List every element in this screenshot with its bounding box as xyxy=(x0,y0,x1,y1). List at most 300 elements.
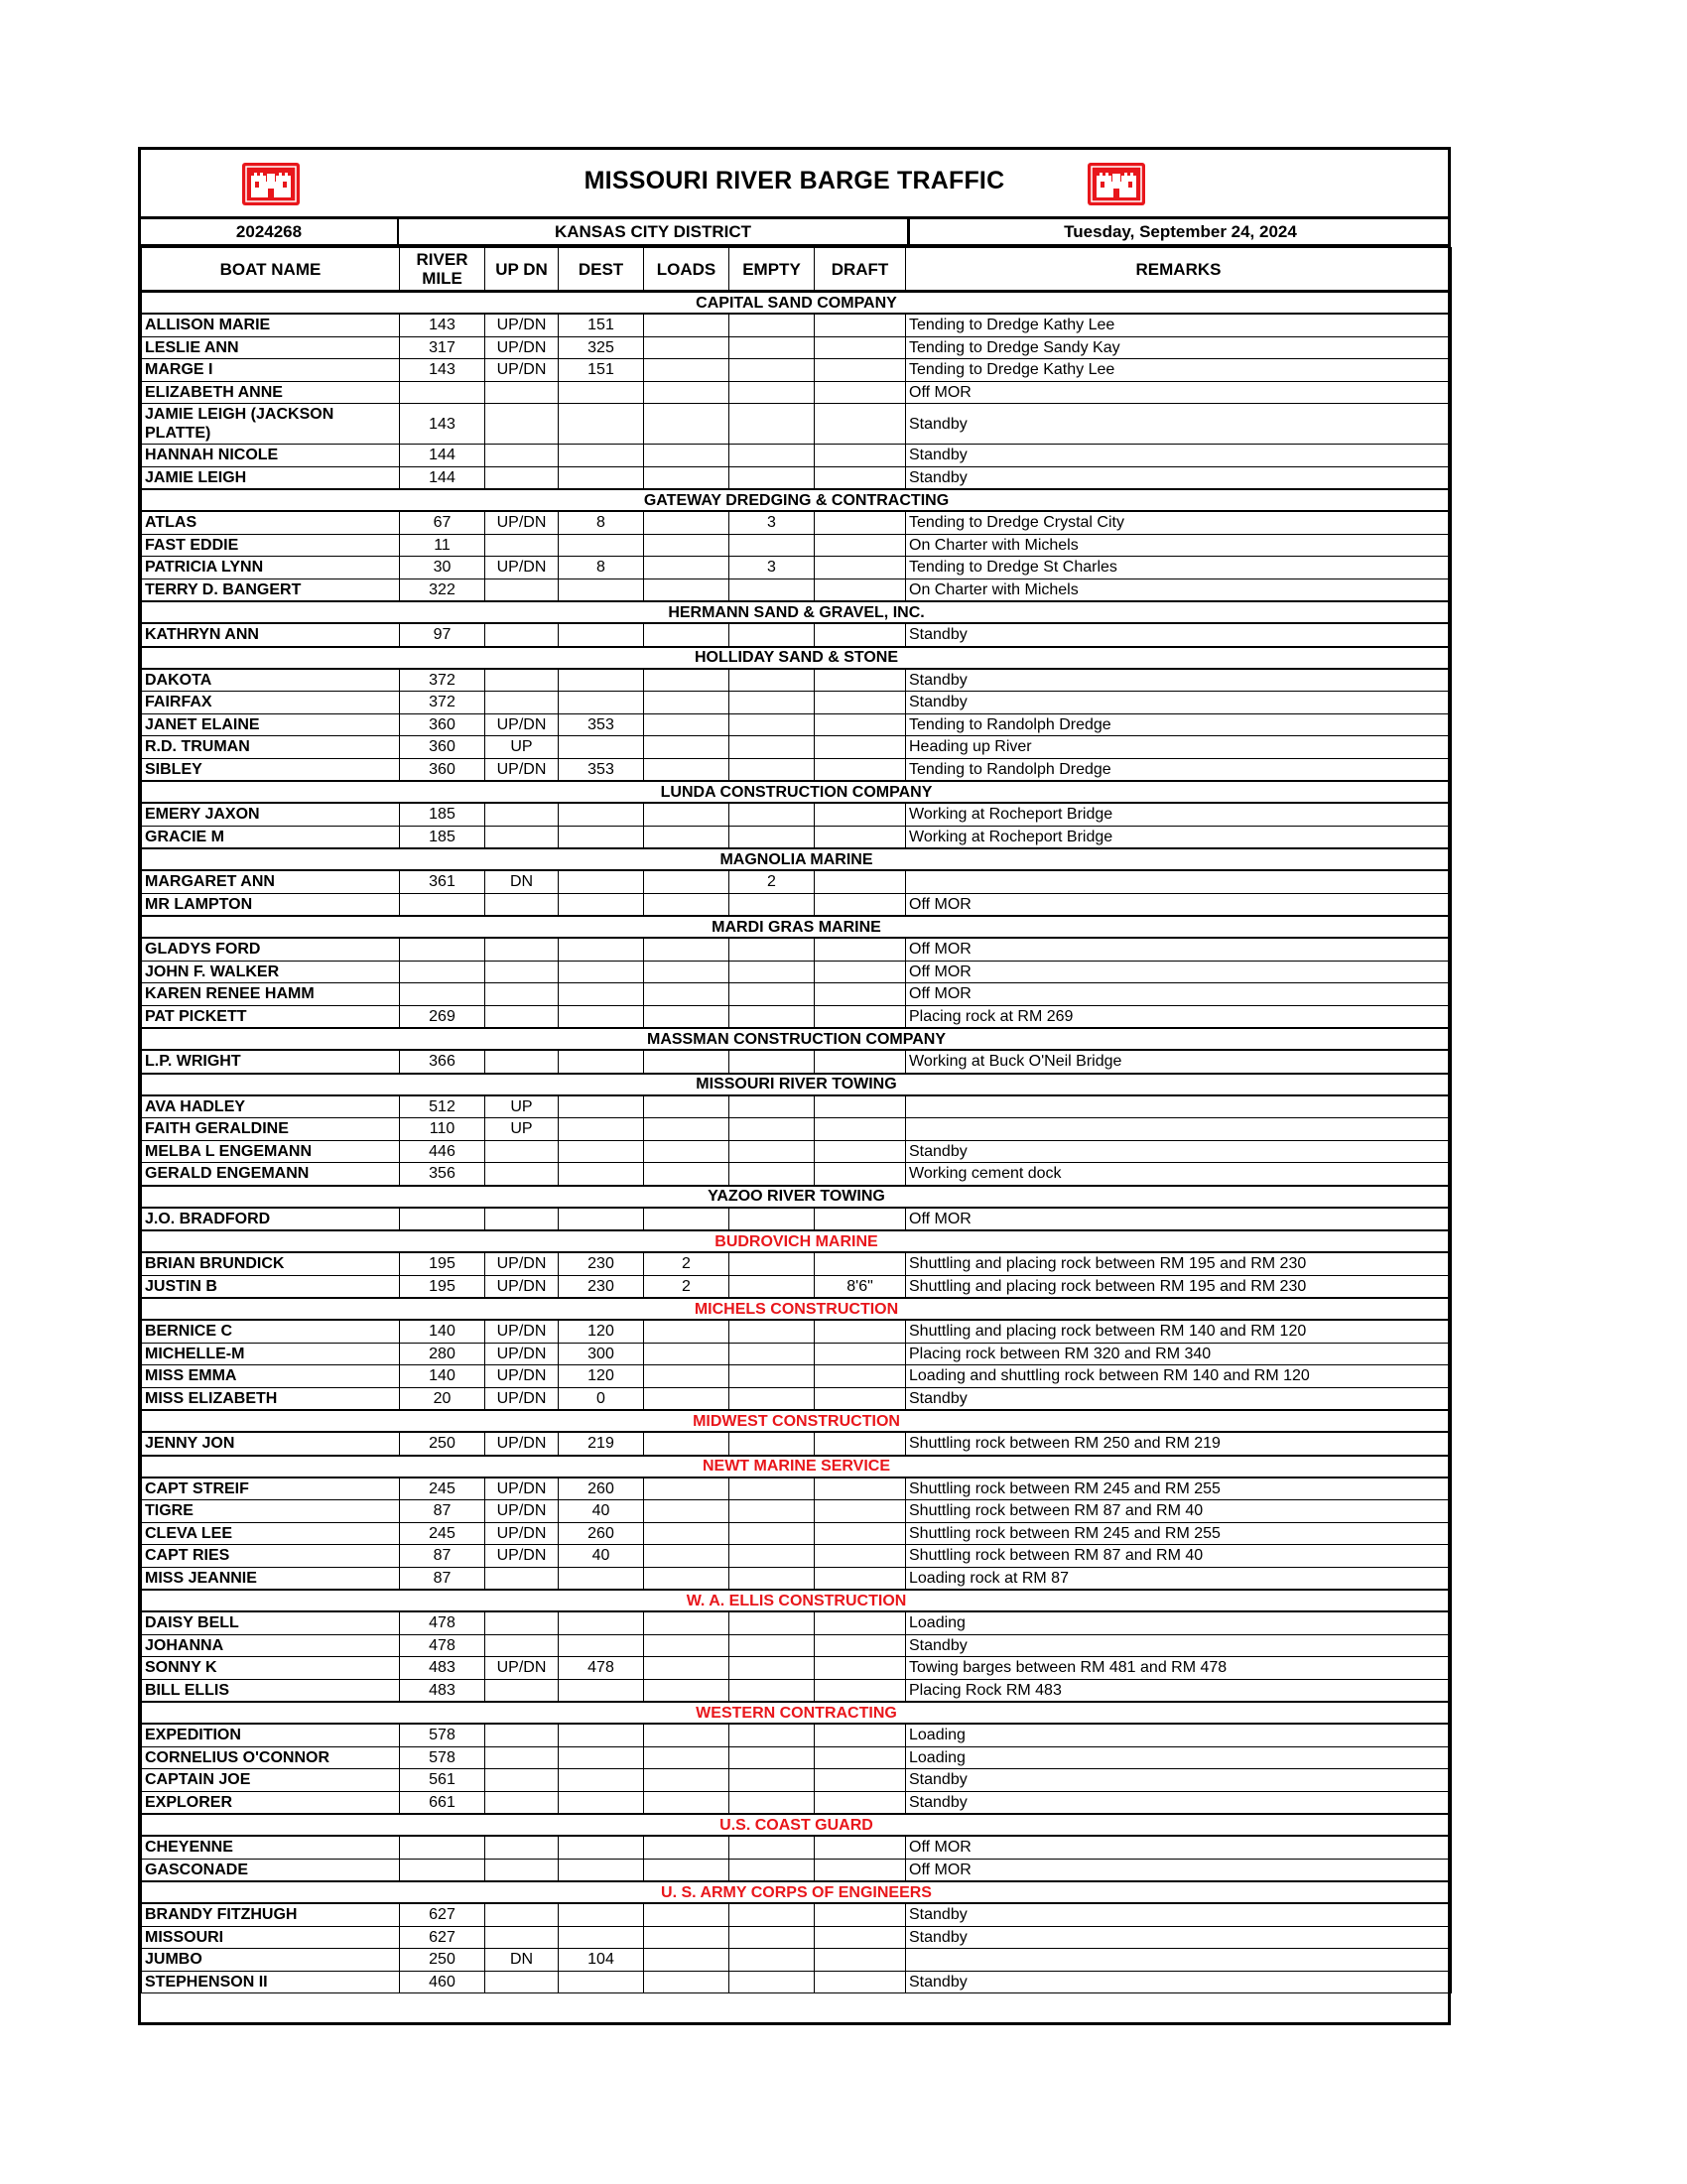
up-dn-cell xyxy=(485,938,559,961)
dest-cell xyxy=(559,1050,644,1074)
dest-cell xyxy=(559,623,644,647)
table-row xyxy=(142,381,1452,404)
table-row xyxy=(142,336,1452,359)
empty-cell xyxy=(729,1275,815,1298)
up-dn-cell: UP xyxy=(485,1118,559,1141)
loads-cell xyxy=(644,1095,729,1118)
draft-cell xyxy=(815,1545,906,1568)
draft-cell xyxy=(815,1634,906,1657)
remarks-cell: Tending to Dredge Kathy Lee xyxy=(906,314,1452,336)
report-info-bar xyxy=(141,219,1448,247)
loads-cell xyxy=(644,1746,729,1769)
dest-cell xyxy=(559,1791,644,1814)
table-row xyxy=(142,466,1452,489)
draft-cell xyxy=(815,803,906,826)
dest-cell: 230 xyxy=(559,1275,644,1298)
loads-cell xyxy=(644,445,729,467)
empty-cell: 2 xyxy=(729,870,815,893)
river-mile-cell: 578 xyxy=(400,1746,485,1769)
up-dn-cell: UP/DN xyxy=(485,1320,559,1343)
dest-cell xyxy=(559,961,644,983)
table-row xyxy=(142,1208,1452,1231)
empty-cell xyxy=(729,381,815,404)
empty-cell xyxy=(729,758,815,781)
dest-cell: 120 xyxy=(559,1320,644,1343)
loads-cell: 2 xyxy=(644,1275,729,1298)
dest-cell xyxy=(559,1611,644,1634)
boat-name-cell: GASCONADE xyxy=(142,1859,400,1881)
empty-cell xyxy=(729,1545,815,1568)
boat-name-cell: CAPT RIES xyxy=(142,1545,400,1568)
company-name: MASSMAN CONSTRUCTION COMPANY xyxy=(142,1028,1452,1050)
remarks-cell xyxy=(906,1095,1452,1118)
boat-name-cell: CAPTAIN JOE xyxy=(142,1769,400,1792)
table-row xyxy=(142,1545,1452,1568)
table-row xyxy=(142,1365,1452,1388)
company-name: HOLLIDAY SAND & STONE xyxy=(142,647,1452,669)
draft-cell xyxy=(815,1679,906,1702)
boat-name-cell: TIGRE xyxy=(142,1500,400,1523)
draft-cell xyxy=(815,1140,906,1163)
table-row xyxy=(142,511,1452,534)
remarks-cell: Shuttling and placing rock between RM 140 and RM 120 xyxy=(906,1320,1452,1343)
draft-cell xyxy=(815,961,906,983)
company-name: CAPITAL SAND COMPANY xyxy=(142,292,1452,315)
boat-name-cell: EXPEDITION xyxy=(142,1724,400,1746)
river-mile-cell: 578 xyxy=(400,1724,485,1746)
empty-cell xyxy=(729,1163,815,1186)
company-group-header xyxy=(142,781,1452,803)
river-mile-cell: 627 xyxy=(400,1903,485,1926)
draft-cell xyxy=(815,359,906,382)
empty-cell xyxy=(729,359,815,382)
up-dn-cell: UP/DN xyxy=(485,758,559,781)
company-group-header xyxy=(142,1186,1452,1208)
empty-cell xyxy=(729,314,815,336)
table-row xyxy=(142,1140,1452,1163)
boat-name-cell: CHEYENNE xyxy=(142,1836,400,1859)
remarks-cell xyxy=(906,1949,1452,1972)
empty-cell xyxy=(729,736,815,759)
loads-cell xyxy=(644,1567,729,1590)
loads-cell xyxy=(644,359,729,382)
empty-cell xyxy=(729,1432,815,1456)
loads-cell xyxy=(644,1208,729,1231)
empty-cell xyxy=(729,1320,815,1343)
boat-name-cell: JOHN F. WALKER xyxy=(142,961,400,983)
company-name: U. S. ARMY CORPS OF ENGINEERS xyxy=(142,1881,1452,1903)
boat-name-cell: KAREN RENEE HAMM xyxy=(142,983,400,1006)
empty-cell xyxy=(729,893,815,916)
up-dn-cell: UP/DN xyxy=(485,1522,559,1545)
table-row xyxy=(142,445,1452,467)
remarks-cell: Standby xyxy=(906,404,1452,445)
dest-cell xyxy=(559,736,644,759)
empty-cell xyxy=(729,1118,815,1141)
boat-name-cell: MICHELLE-M xyxy=(142,1343,400,1365)
loads-cell xyxy=(644,1679,729,1702)
table-row xyxy=(142,983,1452,1006)
table-row xyxy=(142,1611,1452,1634)
draft-cell xyxy=(815,1746,906,1769)
dest-cell: 219 xyxy=(559,1432,644,1456)
empty-cell xyxy=(729,534,815,557)
up-dn-cell: UP/DN xyxy=(485,1432,559,1456)
report-header xyxy=(141,150,1448,219)
remarks-cell: Standby xyxy=(906,1387,1452,1410)
table-row xyxy=(142,1005,1452,1028)
loads-cell xyxy=(644,1500,729,1523)
col-empty: EMPTY xyxy=(729,248,815,292)
empty-cell xyxy=(729,1611,815,1634)
district-name: KANSAS CITY DISTRICT xyxy=(399,219,910,244)
boat-name-cell: MARGE I xyxy=(142,359,400,382)
loads-cell xyxy=(644,961,729,983)
river-mile-cell: 140 xyxy=(400,1365,485,1388)
empty-cell xyxy=(729,1095,815,1118)
up-dn-cell xyxy=(485,1859,559,1881)
loads-cell xyxy=(644,1545,729,1568)
remarks-cell: Off MOR xyxy=(906,1208,1452,1231)
loads-cell xyxy=(644,336,729,359)
dest-cell xyxy=(559,938,644,961)
up-dn-cell: UP/DN xyxy=(485,1365,559,1388)
boat-name-cell: HANNAH NICOLE xyxy=(142,445,400,467)
remarks-cell: Shuttling rock between RM 245 and RM 255 xyxy=(906,1477,1452,1500)
boat-name-cell: ALLISON MARIE xyxy=(142,314,400,336)
remarks-cell: Tending to Randolph Dredge xyxy=(906,713,1452,736)
boat-name-cell: MARGARET ANN xyxy=(142,870,400,893)
river-mile-cell: 280 xyxy=(400,1343,485,1365)
remarks-cell: Standby xyxy=(906,1926,1452,1949)
draft-cell xyxy=(815,758,906,781)
up-dn-cell xyxy=(485,803,559,826)
remarks-cell: Loading and shuttling rock between RM 140 and RM 120 xyxy=(906,1365,1452,1388)
company-name: NEWT MARINE SERVICE xyxy=(142,1456,1452,1477)
boat-name-cell: MELBA L ENGEMANN xyxy=(142,1140,400,1163)
remarks-cell: Loading rock at RM 87 xyxy=(906,1567,1452,1590)
table-row xyxy=(142,1836,1452,1859)
river-mile-cell: 185 xyxy=(400,803,485,826)
column-header-row xyxy=(142,248,1452,292)
river-mile-cell: 269 xyxy=(400,1005,485,1028)
river-mile-cell: 110 xyxy=(400,1118,485,1141)
up-dn-cell: UP/DN xyxy=(485,1275,559,1298)
table-row xyxy=(142,1163,1452,1186)
up-dn-cell: UP xyxy=(485,736,559,759)
draft-cell xyxy=(815,466,906,489)
dest-cell xyxy=(559,1005,644,1028)
empty-cell xyxy=(729,1859,815,1881)
dest-cell: 300 xyxy=(559,1343,644,1365)
table-row xyxy=(142,736,1452,759)
draft-cell xyxy=(815,1611,906,1634)
table-row xyxy=(142,1679,1452,1702)
table-row xyxy=(142,1500,1452,1523)
table-row xyxy=(142,692,1452,714)
boat-name-cell: DAKOTA xyxy=(142,669,400,692)
boat-name-cell: KATHRYN ANN xyxy=(142,623,400,647)
remarks-cell: Tending to Dredge St Charles xyxy=(906,557,1452,579)
boat-name-cell: PATRICIA LYNN xyxy=(142,557,400,579)
loads-cell xyxy=(644,1657,729,1680)
river-mile-cell: 478 xyxy=(400,1634,485,1657)
table-row xyxy=(142,713,1452,736)
dest-cell xyxy=(559,404,644,445)
remarks-cell: Standby xyxy=(906,1634,1452,1657)
boat-name-cell: GLADYS FORD xyxy=(142,938,400,961)
table-row xyxy=(142,314,1452,336)
table-row xyxy=(142,359,1452,382)
boat-name-cell: JAMIE LEIGH (JACKSON PLATTE) xyxy=(142,404,400,445)
dest-cell: 8 xyxy=(559,511,644,534)
draft-cell xyxy=(815,1926,906,1949)
table-row xyxy=(142,758,1452,781)
col-draft: DRAFT xyxy=(815,248,906,292)
draft-cell xyxy=(815,1724,906,1746)
up-dn-cell: UP/DN xyxy=(485,713,559,736)
dest-cell: 104 xyxy=(559,1949,644,1972)
draft-cell xyxy=(815,1252,906,1275)
up-dn-cell xyxy=(485,1005,559,1028)
up-dn-cell xyxy=(485,1567,559,1590)
empty-cell xyxy=(729,1949,815,1972)
river-mile-cell: 250 xyxy=(400,1432,485,1456)
draft-cell xyxy=(815,1769,906,1792)
loads-cell xyxy=(644,870,729,893)
empty-cell xyxy=(729,1836,815,1859)
up-dn-cell: UP/DN xyxy=(485,1500,559,1523)
remarks-cell: Standby xyxy=(906,1971,1452,1993)
draft-cell xyxy=(815,1163,906,1186)
remarks-cell: Working at Rocheport Bridge xyxy=(906,826,1452,848)
river-mile-cell: 67 xyxy=(400,511,485,534)
loads-cell xyxy=(644,1320,729,1343)
remarks-cell: Tending to Randolph Dredge xyxy=(906,758,1452,781)
river-mile-cell: 245 xyxy=(400,1522,485,1545)
remarks-cell: Shuttling rock between RM 87 and RM 40 xyxy=(906,1500,1452,1523)
boat-name-cell: BERNICE C xyxy=(142,1320,400,1343)
boat-name-cell: BILL ELLIS xyxy=(142,1679,400,1702)
dest-cell: 151 xyxy=(559,359,644,382)
up-dn-cell xyxy=(485,623,559,647)
barge-traffic-report xyxy=(138,147,1451,2025)
loads-cell xyxy=(644,1522,729,1545)
col-up-dn: UP DN xyxy=(485,248,559,292)
draft-cell xyxy=(815,938,906,961)
up-dn-cell: UP/DN xyxy=(485,1477,559,1500)
boat-name-cell: ATLAS xyxy=(142,511,400,534)
dest-cell xyxy=(559,578,644,601)
table-row xyxy=(142,961,1452,983)
empty-cell xyxy=(729,1387,815,1410)
up-dn-cell: DN xyxy=(485,870,559,893)
up-dn-cell xyxy=(485,404,559,445)
up-dn-cell: UP/DN xyxy=(485,1657,559,1680)
company-group-header xyxy=(142,1456,1452,1477)
river-mile-cell: 143 xyxy=(400,404,485,445)
up-dn-cell: UP/DN xyxy=(485,1545,559,1568)
dest-cell xyxy=(559,1746,644,1769)
up-dn-cell: UP/DN xyxy=(485,1252,559,1275)
boat-name-cell: JOHANNA xyxy=(142,1634,400,1657)
table-row xyxy=(142,1791,1452,1814)
draft-cell xyxy=(815,826,906,848)
river-mile-cell: 356 xyxy=(400,1163,485,1186)
loads-cell xyxy=(644,1791,729,1814)
empty-cell xyxy=(729,1500,815,1523)
empty-cell xyxy=(729,669,815,692)
river-mile-cell: 483 xyxy=(400,1657,485,1680)
boat-name-cell: TERRY D. BANGERT xyxy=(142,578,400,601)
draft-cell xyxy=(815,1343,906,1365)
draft-cell xyxy=(815,736,906,759)
remarks-cell: Tending to Dredge Sandy Kay xyxy=(906,336,1452,359)
table-row xyxy=(142,1903,1452,1926)
remarks-cell: Working at Rocheport Bridge xyxy=(906,803,1452,826)
boat-name-cell: SIBLEY xyxy=(142,758,400,781)
dest-cell xyxy=(559,1140,644,1163)
loads-cell xyxy=(644,713,729,736)
table-row xyxy=(142,1050,1452,1074)
up-dn-cell: UP/DN xyxy=(485,314,559,336)
empty-cell xyxy=(729,1050,815,1074)
up-dn-cell xyxy=(485,1769,559,1792)
draft-cell xyxy=(815,893,906,916)
remarks-cell: Off MOR xyxy=(906,381,1452,404)
company-group-header xyxy=(142,1590,1452,1611)
table-row xyxy=(142,534,1452,557)
company-name: MAGNOLIA MARINE xyxy=(142,848,1452,870)
table-row xyxy=(142,1477,1452,1500)
empty-cell xyxy=(729,578,815,601)
empty-cell xyxy=(729,938,815,961)
up-dn-cell xyxy=(485,1050,559,1074)
table-row xyxy=(142,1724,1452,1746)
loads-cell xyxy=(644,1163,729,1186)
boat-name-cell: MISSOURI xyxy=(142,1926,400,1949)
company-group-header xyxy=(142,1702,1452,1724)
loads-cell xyxy=(644,938,729,961)
up-dn-cell: DN xyxy=(485,1949,559,1972)
loads-cell xyxy=(644,826,729,848)
company-name: MISSOURI RIVER TOWING xyxy=(142,1074,1452,1095)
dest-cell: 230 xyxy=(559,1252,644,1275)
loads-cell xyxy=(644,893,729,916)
empty-cell xyxy=(729,336,815,359)
company-group-header xyxy=(142,1814,1452,1836)
draft-cell xyxy=(815,1477,906,1500)
boat-name-cell: L.P. WRIGHT xyxy=(142,1050,400,1074)
dest-cell xyxy=(559,870,644,893)
table-row xyxy=(142,1522,1452,1545)
company-group-header xyxy=(142,292,1452,315)
dest-cell xyxy=(559,1971,644,1993)
loads-cell xyxy=(644,1836,729,1859)
empty-cell: 3 xyxy=(729,557,815,579)
company-group-header xyxy=(142,601,1452,623)
remarks-cell: Towing barges between RM 481 and RM 478 xyxy=(906,1657,1452,1680)
dest-cell xyxy=(559,445,644,467)
river-mile-cell xyxy=(400,983,485,1006)
draft-cell xyxy=(815,1500,906,1523)
river-mile-cell xyxy=(400,1208,485,1231)
river-mile-cell: 372 xyxy=(400,669,485,692)
remarks-cell xyxy=(906,870,1452,893)
up-dn-cell xyxy=(485,1791,559,1814)
empty-cell xyxy=(729,1724,815,1746)
up-dn-cell: UP/DN xyxy=(485,557,559,579)
remarks-cell: Off MOR xyxy=(906,893,1452,916)
company-group-header xyxy=(142,1230,1452,1252)
river-mile-cell: 360 xyxy=(400,713,485,736)
col-dest: DEST xyxy=(559,248,644,292)
empty-cell xyxy=(729,1903,815,1926)
dest-cell xyxy=(559,1095,644,1118)
boat-name-cell: JENNY JON xyxy=(142,1432,400,1456)
empty-cell xyxy=(729,1746,815,1769)
draft-cell xyxy=(815,692,906,714)
loads-cell xyxy=(644,758,729,781)
table-row xyxy=(142,1769,1452,1792)
boat-name-cell: MISS JEANNIE xyxy=(142,1567,400,1590)
loads-cell xyxy=(644,1005,729,1028)
remarks-cell: Standby xyxy=(906,692,1452,714)
company-name: MICHELS CONSTRUCTION xyxy=(142,1298,1452,1320)
river-mile-cell: 366 xyxy=(400,1050,485,1074)
remarks-cell: Tending to Dredge Crystal City xyxy=(906,511,1452,534)
river-mile-cell: 360 xyxy=(400,758,485,781)
up-dn-cell xyxy=(485,1163,559,1186)
draft-cell xyxy=(815,578,906,601)
dest-cell xyxy=(559,1769,644,1792)
empty-cell xyxy=(729,692,815,714)
empty-cell xyxy=(729,1522,815,1545)
draft-cell xyxy=(815,1095,906,1118)
dest-cell xyxy=(559,1634,644,1657)
boat-name-cell: CORNELIUS O'CONNOR xyxy=(142,1746,400,1769)
boat-name-cell: EMERY JAXON xyxy=(142,803,400,826)
boat-name-cell: R.D. TRUMAN xyxy=(142,736,400,759)
loads-cell xyxy=(644,1634,729,1657)
river-mile-cell xyxy=(400,893,485,916)
company-group-header xyxy=(142,916,1452,938)
company-group-header xyxy=(142,1410,1452,1432)
table-row xyxy=(142,1859,1452,1881)
table-row xyxy=(142,1252,1452,1275)
empty-cell xyxy=(729,826,815,848)
table-row xyxy=(142,669,1452,692)
draft-cell xyxy=(815,1320,906,1343)
loads-cell xyxy=(644,1859,729,1881)
empty-cell: 3 xyxy=(729,511,815,534)
col-river-mile: RIVER MILE xyxy=(400,248,485,292)
table-row xyxy=(142,1095,1452,1118)
remarks-cell: Shuttling rock between RM 87 and RM 40 xyxy=(906,1545,1452,1568)
report-date: Tuesday, September 24, 2024 xyxy=(1064,222,1297,241)
dest-cell xyxy=(559,381,644,404)
boat-name-cell: CAPT STREIF xyxy=(142,1477,400,1500)
table-row xyxy=(142,1657,1452,1680)
boat-name-cell: MISS EMMA xyxy=(142,1365,400,1388)
river-mile-cell: 478 xyxy=(400,1611,485,1634)
loads-cell xyxy=(644,1903,729,1926)
up-dn-cell xyxy=(485,1746,559,1769)
remarks-cell: Placing rock between RM 320 and RM 340 xyxy=(906,1343,1452,1365)
remarks-cell: Standby xyxy=(906,1903,1452,1926)
boat-name-cell: DAISY BELL xyxy=(142,1611,400,1634)
remarks-cell: Standby xyxy=(906,445,1452,467)
